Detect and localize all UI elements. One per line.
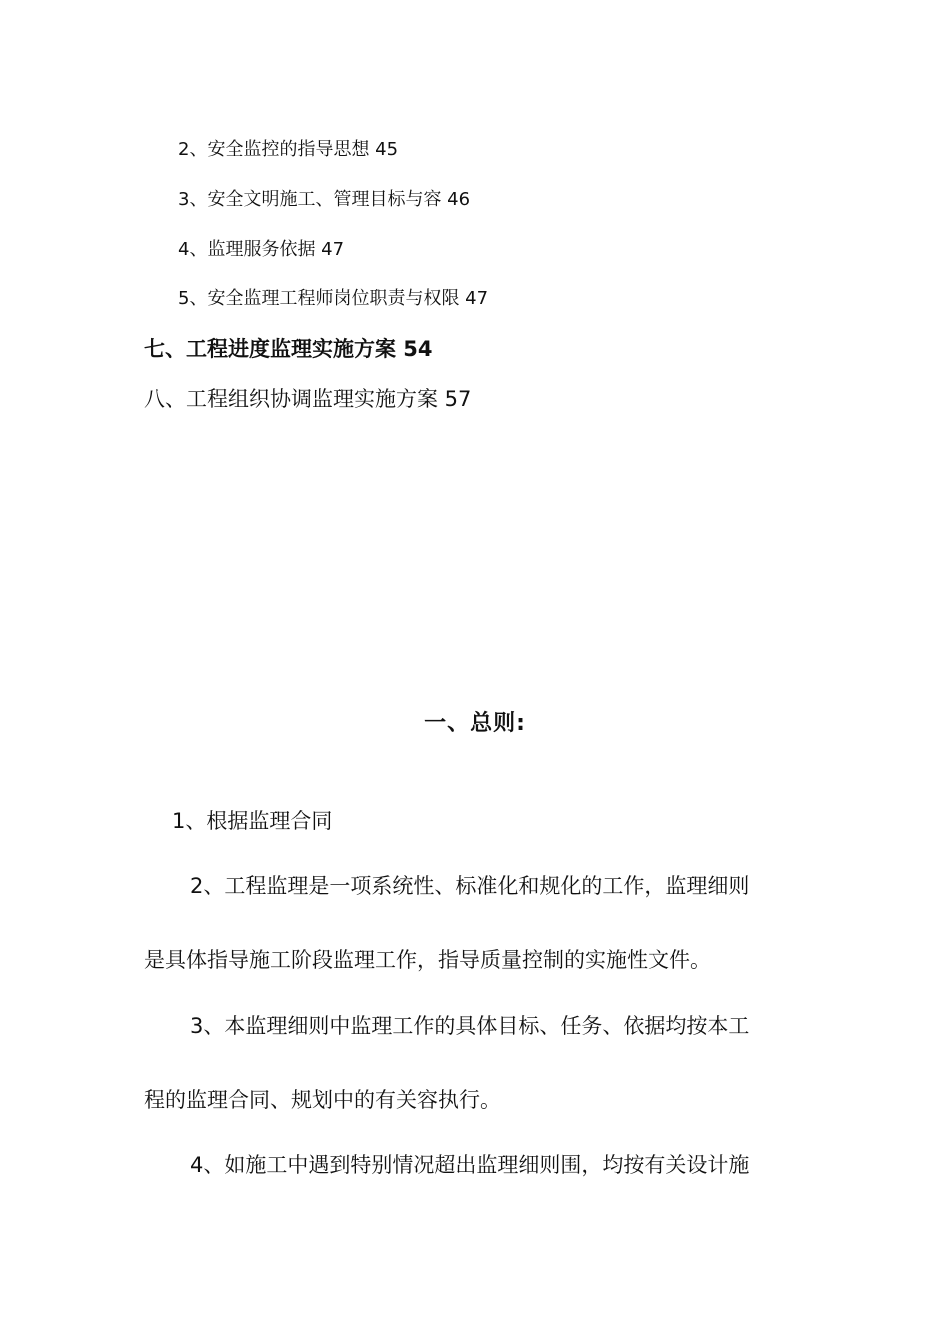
toc-chapter-8: 八、工程组织协调监理实施方案 57 bbox=[144, 387, 472, 411]
paragraph-1: 1、根据监理合同 bbox=[172, 809, 333, 833]
paragraph-3-line-1: 3、本监理细则中监理工作的具体目标、任务、依据均按本工 bbox=[190, 1014, 750, 1038]
toc-chapter-7: 七、工程进度监理实施方案 54 bbox=[144, 337, 433, 361]
toc-item-5: 5、安全监理工程师岗位职责与权限 47 bbox=[178, 288, 489, 309]
toc-item-2: 2、安全监控的指导思想 45 bbox=[178, 139, 399, 160]
toc-item-4: 4、监理服务依据 47 bbox=[178, 239, 345, 260]
section-title: 一、总则: bbox=[424, 711, 526, 736]
paragraph-2-line-2: 是具体指导施工阶段监理工作，指导质量控制的实施性文件。 bbox=[144, 948, 711, 972]
paragraph-2-line-1: 2、工程监理是一项系统性、标准化和规化的工作，监理细则 bbox=[190, 874, 750, 898]
paragraph-3-line-2: 程的监理合同、规划中的有关容执行。 bbox=[144, 1088, 501, 1112]
paragraph-4-line-1: 4、如施工中遇到特别情况超出监理细则围，均按有关设计施 bbox=[190, 1153, 750, 1177]
toc-item-3: 3、安全文明施工、管理目标与容 46 bbox=[178, 189, 471, 210]
